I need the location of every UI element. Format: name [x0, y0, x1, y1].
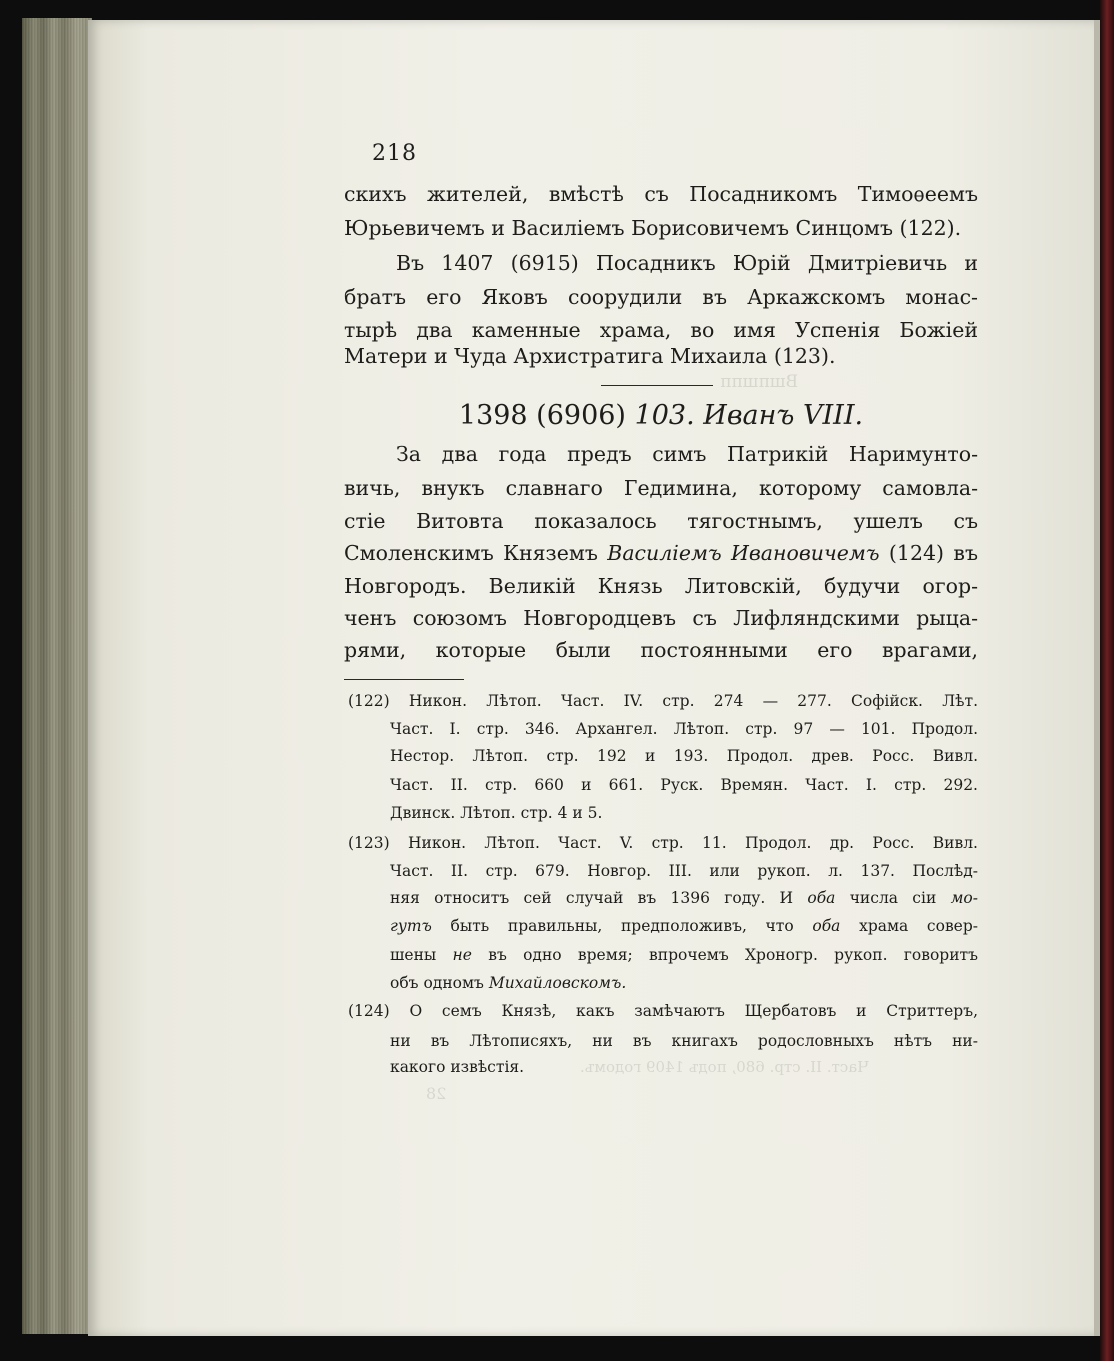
footnote-text: объ одномъ — [390, 974, 484, 992]
body-text: Смоленскимъ Княземъ — [344, 541, 598, 565]
body-line: За два года предъ симъ Патрикій Наримунто- — [396, 442, 978, 466]
body-line: Юрьевичемъ и Василіемъ Борисовичемъ Синцомъ (122). — [344, 216, 962, 240]
footnote-line: какого извѣстія. — [390, 1058, 525, 1076]
footnote-line: ни въ Лѣтописяхъ, ни въ книгахъ родословныхъ нѣтъ ни- — [390, 1032, 978, 1050]
body-line: рями, которые были постоянными его врагами, — [344, 638, 978, 662]
footnote-line: (123) Никон. Лѣтоп. Част. V. стр. 11. Продол. др. Росс. Вивл. — [348, 834, 978, 852]
section-heading — [344, 396, 978, 436]
footnote-italic: гутъ — [390, 917, 432, 935]
footnote-italic: мо- — [950, 889, 978, 907]
heading-years: 1398 (6906) — [458, 400, 626, 431]
footnote-line — [390, 883, 978, 913]
body-line — [344, 538, 978, 568]
footnote-line: Двинск. Лѣтоп. стр. 4 и 5. — [390, 804, 603, 822]
footnote-text: въ одно время; впрочемъ Хроногр. рукоп. говоритъ — [488, 946, 978, 964]
body-line: ченъ союзомъ Новгородцевъ съ Лифляндскими рыца- — [344, 606, 978, 630]
bleed-through: 28 — [426, 1084, 447, 1103]
book-page-edges — [22, 18, 92, 1334]
bleed-through: Част. II. стр. 680, подъ 1409 годомъ. — [580, 1058, 869, 1076]
section-divider — [601, 385, 713, 386]
footnote-text: быть правильны, предположивъ, что — [450, 917, 794, 935]
footnote-line — [390, 911, 978, 941]
bleed-through: Вшпшпп — [720, 372, 799, 392]
footnote-divider — [344, 679, 464, 680]
footnote-line: (124) О семъ Князѣ, какъ замѣчаютъ Щербатовъ и Стриттеръ, — [348, 1002, 978, 1020]
footnote-line: Част. II. стр. 679. Новгор. III. или рукоп. л. 137. Послѣд- — [390, 862, 978, 880]
body-line: тырѣ два каменные храма, во имя Успенія Божіей — [344, 318, 978, 342]
body-line: Новгородъ. Великій Князь Литовскій, будучи огор- — [344, 574, 978, 598]
footnote-italic: Михайловскомъ. — [488, 974, 627, 992]
footnote-text: няя относитъ сей случай въ 1396 году. И — [390, 889, 794, 907]
body-line: вичь, внукъ славнаго Гедимина, которому самовла- — [344, 476, 978, 500]
footnote-italic: оба — [807, 889, 836, 907]
body-line: скихъ жителей, вмѣстѣ съ Посадникомъ Тимоѳеемъ — [344, 182, 978, 206]
footnote-line: Част. II. стр. 660 и 661. Руск. Времян. Част. I. стр. 292. — [390, 776, 978, 794]
body-line: братъ его Яковъ соорудили въ Аркажскомъ монас- — [344, 285, 978, 309]
footnote-line: Нестор. Лѣтоп. стр. 192 и 193. Продол. древ. Росс. Вивл. — [390, 747, 978, 765]
footnote-line — [390, 940, 978, 970]
body-line: стіе Витовта показалось тягостнымъ, ушелъ съ — [344, 509, 978, 533]
footnote-line: (122) Никон. Лѣтоп. Част. IV. стр. 274 — 277. Софійск. Лѣт. — [348, 692, 978, 710]
footnote-text: шены — [390, 946, 437, 964]
footnote-italic: не — [452, 946, 472, 964]
body-italic-name: Василіемъ Ивановичемъ — [607, 541, 880, 565]
body-text: (124) въ — [888, 541, 978, 565]
body-line: Матери и Чуда Архистратига Михаила (123). — [344, 344, 836, 368]
footnote-italic: оба — [812, 917, 841, 935]
footnote-line: Част. I. стр. 346. Архангел. Лѣтоп. стр. 97 — 101. Продол. — [390, 720, 978, 738]
footnote-line — [390, 968, 978, 998]
footnote-text: числа сіи — [849, 889, 937, 907]
body-line: Въ 1407 (6915) Посадникъ Юрій Дмитріевичь и — [396, 251, 978, 275]
footnote-text: храма совер- — [859, 917, 979, 935]
heading-name: Иванъ VIII. — [703, 400, 864, 431]
red-cover-edge — [1100, 0, 1114, 1361]
heading-number: 103. — [634, 400, 695, 431]
page-number: 218 — [372, 141, 417, 166]
